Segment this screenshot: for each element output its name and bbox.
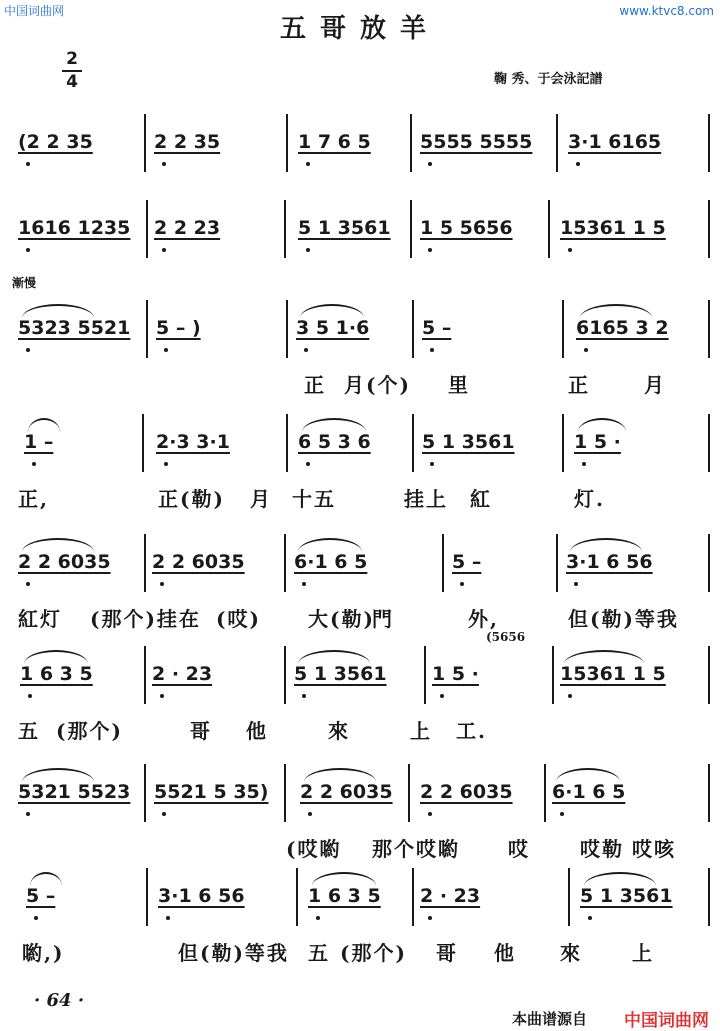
barline	[144, 534, 146, 592]
measure-1: 1 6 3 5	[20, 663, 93, 685]
barline	[562, 414, 564, 472]
barline	[410, 200, 412, 258]
notation-row	[8, 214, 712, 242]
octave-dot	[164, 348, 168, 352]
lyric-syllable: 月	[250, 487, 272, 511]
barline	[548, 200, 550, 258]
measure-1: (2 2 35	[18, 131, 93, 153]
measure-3: 3 5 1·6	[296, 317, 370, 339]
measure-4: 2 · 23	[420, 885, 481, 907]
octave-dot	[308, 812, 312, 816]
measure-5: 15361 1 5	[560, 663, 666, 685]
barline	[708, 414, 710, 472]
lyric-syllable: 哎勒	[580, 837, 624, 861]
barline	[708, 646, 710, 704]
barline	[424, 646, 426, 704]
barline	[146, 300, 148, 358]
lyric-syllable: 工.	[456, 719, 487, 743]
barline	[144, 646, 146, 704]
lyric-syllable: (那个)挂在	[90, 607, 201, 631]
lyric-syllable: (那个)	[340, 941, 407, 965]
lyric-syllable: 但(勒)等我	[178, 941, 289, 965]
lyrics-row	[8, 716, 712, 746]
lyric-syllable: 但(勒)等我	[568, 607, 679, 631]
watermark-right: www.ktvc8.com	[619, 4, 714, 18]
barline	[284, 534, 286, 592]
lyric-syllable: 月	[644, 373, 666, 397]
barline	[410, 114, 412, 172]
score-line-4	[8, 428, 712, 548]
measure-1: 2 2 6035	[18, 551, 111, 573]
lyrics-row	[8, 834, 712, 864]
octave-dot	[162, 248, 166, 252]
octave-dot	[302, 694, 306, 698]
octave-dot	[28, 694, 32, 698]
barline	[412, 868, 414, 926]
barline	[708, 114, 710, 172]
octave-dot	[430, 348, 434, 352]
measure-5: 6·1 6 5	[552, 781, 626, 803]
page-number: · 64 ·	[34, 990, 85, 1011]
measure-5: 3·1 6 56	[566, 551, 653, 573]
barline	[144, 764, 146, 822]
barline	[708, 300, 710, 358]
lyric-syllable: (哎喲	[286, 837, 342, 861]
lyric-syllable: 那个哎喲	[372, 837, 460, 861]
transcription-credit: 鞠 秀、于会泳記譜	[494, 72, 603, 87]
barline	[284, 646, 286, 704]
score-line-6	[8, 630, 712, 780]
lyric-syllable: 門	[372, 607, 394, 631]
lyric-syllable: 正	[568, 373, 590, 397]
measure-5: 6165 3 2	[576, 317, 669, 339]
time-signature	[62, 50, 82, 92]
measure-1: 1 –	[24, 431, 54, 453]
notation-row	[8, 660, 712, 688]
octave-dot	[568, 694, 572, 698]
lyric-syllable: 灯.	[574, 487, 605, 511]
octave-dot	[582, 462, 586, 466]
measure-3: 1 7 6 5	[298, 131, 371, 153]
lyric-syllable: 來	[328, 719, 350, 743]
lyrics-row	[8, 604, 712, 634]
barline	[544, 764, 546, 822]
lyric-syllable: 哥	[190, 719, 212, 743]
lyric-syllable: 哎	[508, 837, 530, 861]
barline	[412, 414, 414, 472]
barline	[146, 868, 148, 926]
lyric-syllable: 紅灯	[18, 607, 62, 631]
lyric-syllable: 喲,)	[22, 941, 65, 965]
octave-dot	[428, 812, 432, 816]
lyrics-row	[8, 484, 712, 514]
lyric-syllable: 正	[304, 373, 326, 397]
octave-dot	[304, 348, 308, 352]
lyric-syllable: 外,	[468, 607, 499, 631]
barline	[708, 200, 710, 258]
barline	[412, 300, 414, 358]
lyric-syllable: 他	[494, 941, 516, 965]
measure-1: 5323 5521	[18, 317, 131, 339]
measure-1: 5 –	[26, 885, 56, 907]
octave-dot	[162, 162, 166, 166]
notation-row	[8, 778, 712, 806]
measure-2: 2 2 6035	[152, 551, 245, 573]
lyric-syllable: 五	[18, 719, 40, 743]
octave-dot	[302, 582, 306, 586]
octave-dot	[26, 582, 30, 586]
lyric-syllable: 五	[308, 941, 330, 965]
octave-dot	[440, 694, 444, 698]
barline	[296, 868, 298, 926]
octave-dot	[26, 812, 30, 816]
lyric-syllable: 正(勒)	[158, 487, 225, 511]
octave-dot	[430, 462, 434, 466]
barline	[552, 646, 554, 704]
octave-dot	[26, 162, 30, 166]
octave-dot	[26, 248, 30, 252]
lyric-syllable: 他	[246, 719, 268, 743]
octave-dot	[306, 162, 310, 166]
octave-dot	[560, 812, 564, 816]
octave-dot	[316, 916, 320, 920]
lyric-syllable: 十五	[292, 487, 336, 511]
time-signature-top: 2	[66, 49, 78, 69]
barline	[284, 764, 286, 822]
lyric-syllable: 紅	[470, 487, 492, 511]
measure-1: 5321 5523	[18, 781, 131, 803]
barline	[286, 300, 288, 358]
notation-row	[8, 314, 712, 342]
octave-dot	[306, 248, 310, 252]
measure-2: 2 · 23	[152, 663, 213, 685]
measure-2: 5 – )	[156, 317, 201, 339]
measure-3: 5 1 3561	[294, 663, 387, 685]
octave-dot	[164, 462, 168, 466]
lyric-syllable: (那个)	[56, 719, 123, 743]
barline	[708, 534, 710, 592]
octave-dot	[428, 916, 432, 920]
octave-dot	[428, 162, 432, 166]
notation-row	[8, 548, 712, 576]
measure-5: 5 1 3561	[580, 885, 673, 907]
lyrics-row	[8, 938, 712, 968]
measure-2: 5521 5 35)	[154, 781, 269, 803]
barline	[556, 534, 558, 592]
lyric-syllable: 大(勒)	[308, 607, 375, 631]
barline	[146, 200, 148, 258]
barline	[408, 764, 410, 822]
measure-3: 2 2 6035	[300, 781, 393, 803]
watermark-left: 中国词曲网	[4, 4, 65, 18]
measure-5: 15361 1 5	[560, 217, 666, 239]
barline	[708, 764, 710, 822]
octave-dot	[460, 582, 464, 586]
measure-1: 1616 1235	[18, 217, 131, 239]
barline	[144, 114, 146, 172]
notation-row	[8, 882, 712, 910]
lyric-syllable: 上	[410, 719, 432, 743]
octave-dot	[34, 916, 38, 920]
measure-2: 2·3 3·1	[156, 431, 230, 453]
lyric-syllable: 來	[560, 941, 582, 965]
octave-dot	[568, 248, 572, 252]
measure-3: 5 1 3561	[298, 217, 391, 239]
measure-5: 3·1 6165	[568, 131, 662, 153]
measure-3: 1 6 3 5	[308, 885, 381, 907]
octave-dot	[584, 348, 588, 352]
score-line-3	[8, 276, 712, 434]
octave-dot	[32, 462, 36, 466]
lyric-syllable: (哎)	[216, 607, 261, 631]
lyric-syllable: 哎咳	[632, 837, 676, 861]
measure-2: 2 2 23	[154, 217, 221, 239]
lyric-syllable: 上	[632, 941, 654, 965]
barline	[556, 114, 558, 172]
octave-dot	[160, 582, 164, 586]
barline	[284, 200, 286, 258]
lyric-syllable: 哥	[436, 941, 458, 965]
measure-5: 1 5 ·	[574, 431, 621, 453]
measure-3: 6·1 6 5	[294, 551, 368, 573]
measure-2: 3·1 6 56	[158, 885, 245, 907]
octave-dot	[160, 694, 164, 698]
barline	[442, 534, 444, 592]
measure-4: 5 1 3561	[422, 431, 515, 453]
octave-dot	[26, 348, 30, 352]
source-site: 中国词曲网	[624, 1011, 709, 1031]
source-label: 本曲谱源自	[512, 1010, 588, 1028]
measure-4: 5555 5555	[420, 131, 533, 153]
lyric-syllable: 里	[448, 373, 470, 397]
octave-dot	[576, 162, 580, 166]
tempo-marking: (5656	[486, 630, 526, 644]
octave-dot	[588, 916, 592, 920]
tempo-marking: 漸慢	[12, 276, 37, 290]
barline	[142, 414, 144, 472]
barline	[708, 868, 710, 926]
lyrics-row	[8, 370, 712, 400]
barline	[568, 868, 570, 926]
octave-dot	[166, 916, 170, 920]
measure-2: 2 2 35	[154, 131, 221, 153]
lyric-syllable: 挂上	[404, 487, 448, 511]
measure-3: 6 5 3 6	[298, 431, 371, 453]
lyric-syllable: 正,	[18, 487, 49, 511]
octave-dot	[574, 582, 578, 586]
song-title: 五哥放羊	[279, 14, 440, 44]
measure-4: 2 2 6035	[420, 781, 513, 803]
score-line-8	[8, 882, 712, 1002]
octave-dot	[162, 812, 166, 816]
lyric-syllable: 月(个)	[344, 373, 411, 397]
measure-4: 1 5 ·	[432, 663, 479, 685]
barline	[286, 414, 288, 472]
notation-row	[8, 128, 712, 156]
barline	[562, 300, 564, 358]
measure-4: 5 –	[422, 317, 452, 339]
octave-dot	[428, 248, 432, 252]
octave-dot	[306, 462, 310, 466]
measure-4: 5 –	[452, 551, 482, 573]
measure-4: 1 5 5656	[420, 217, 513, 239]
notation-row	[8, 428, 712, 456]
time-signature-bottom: 4	[66, 72, 78, 92]
barline	[286, 114, 288, 172]
